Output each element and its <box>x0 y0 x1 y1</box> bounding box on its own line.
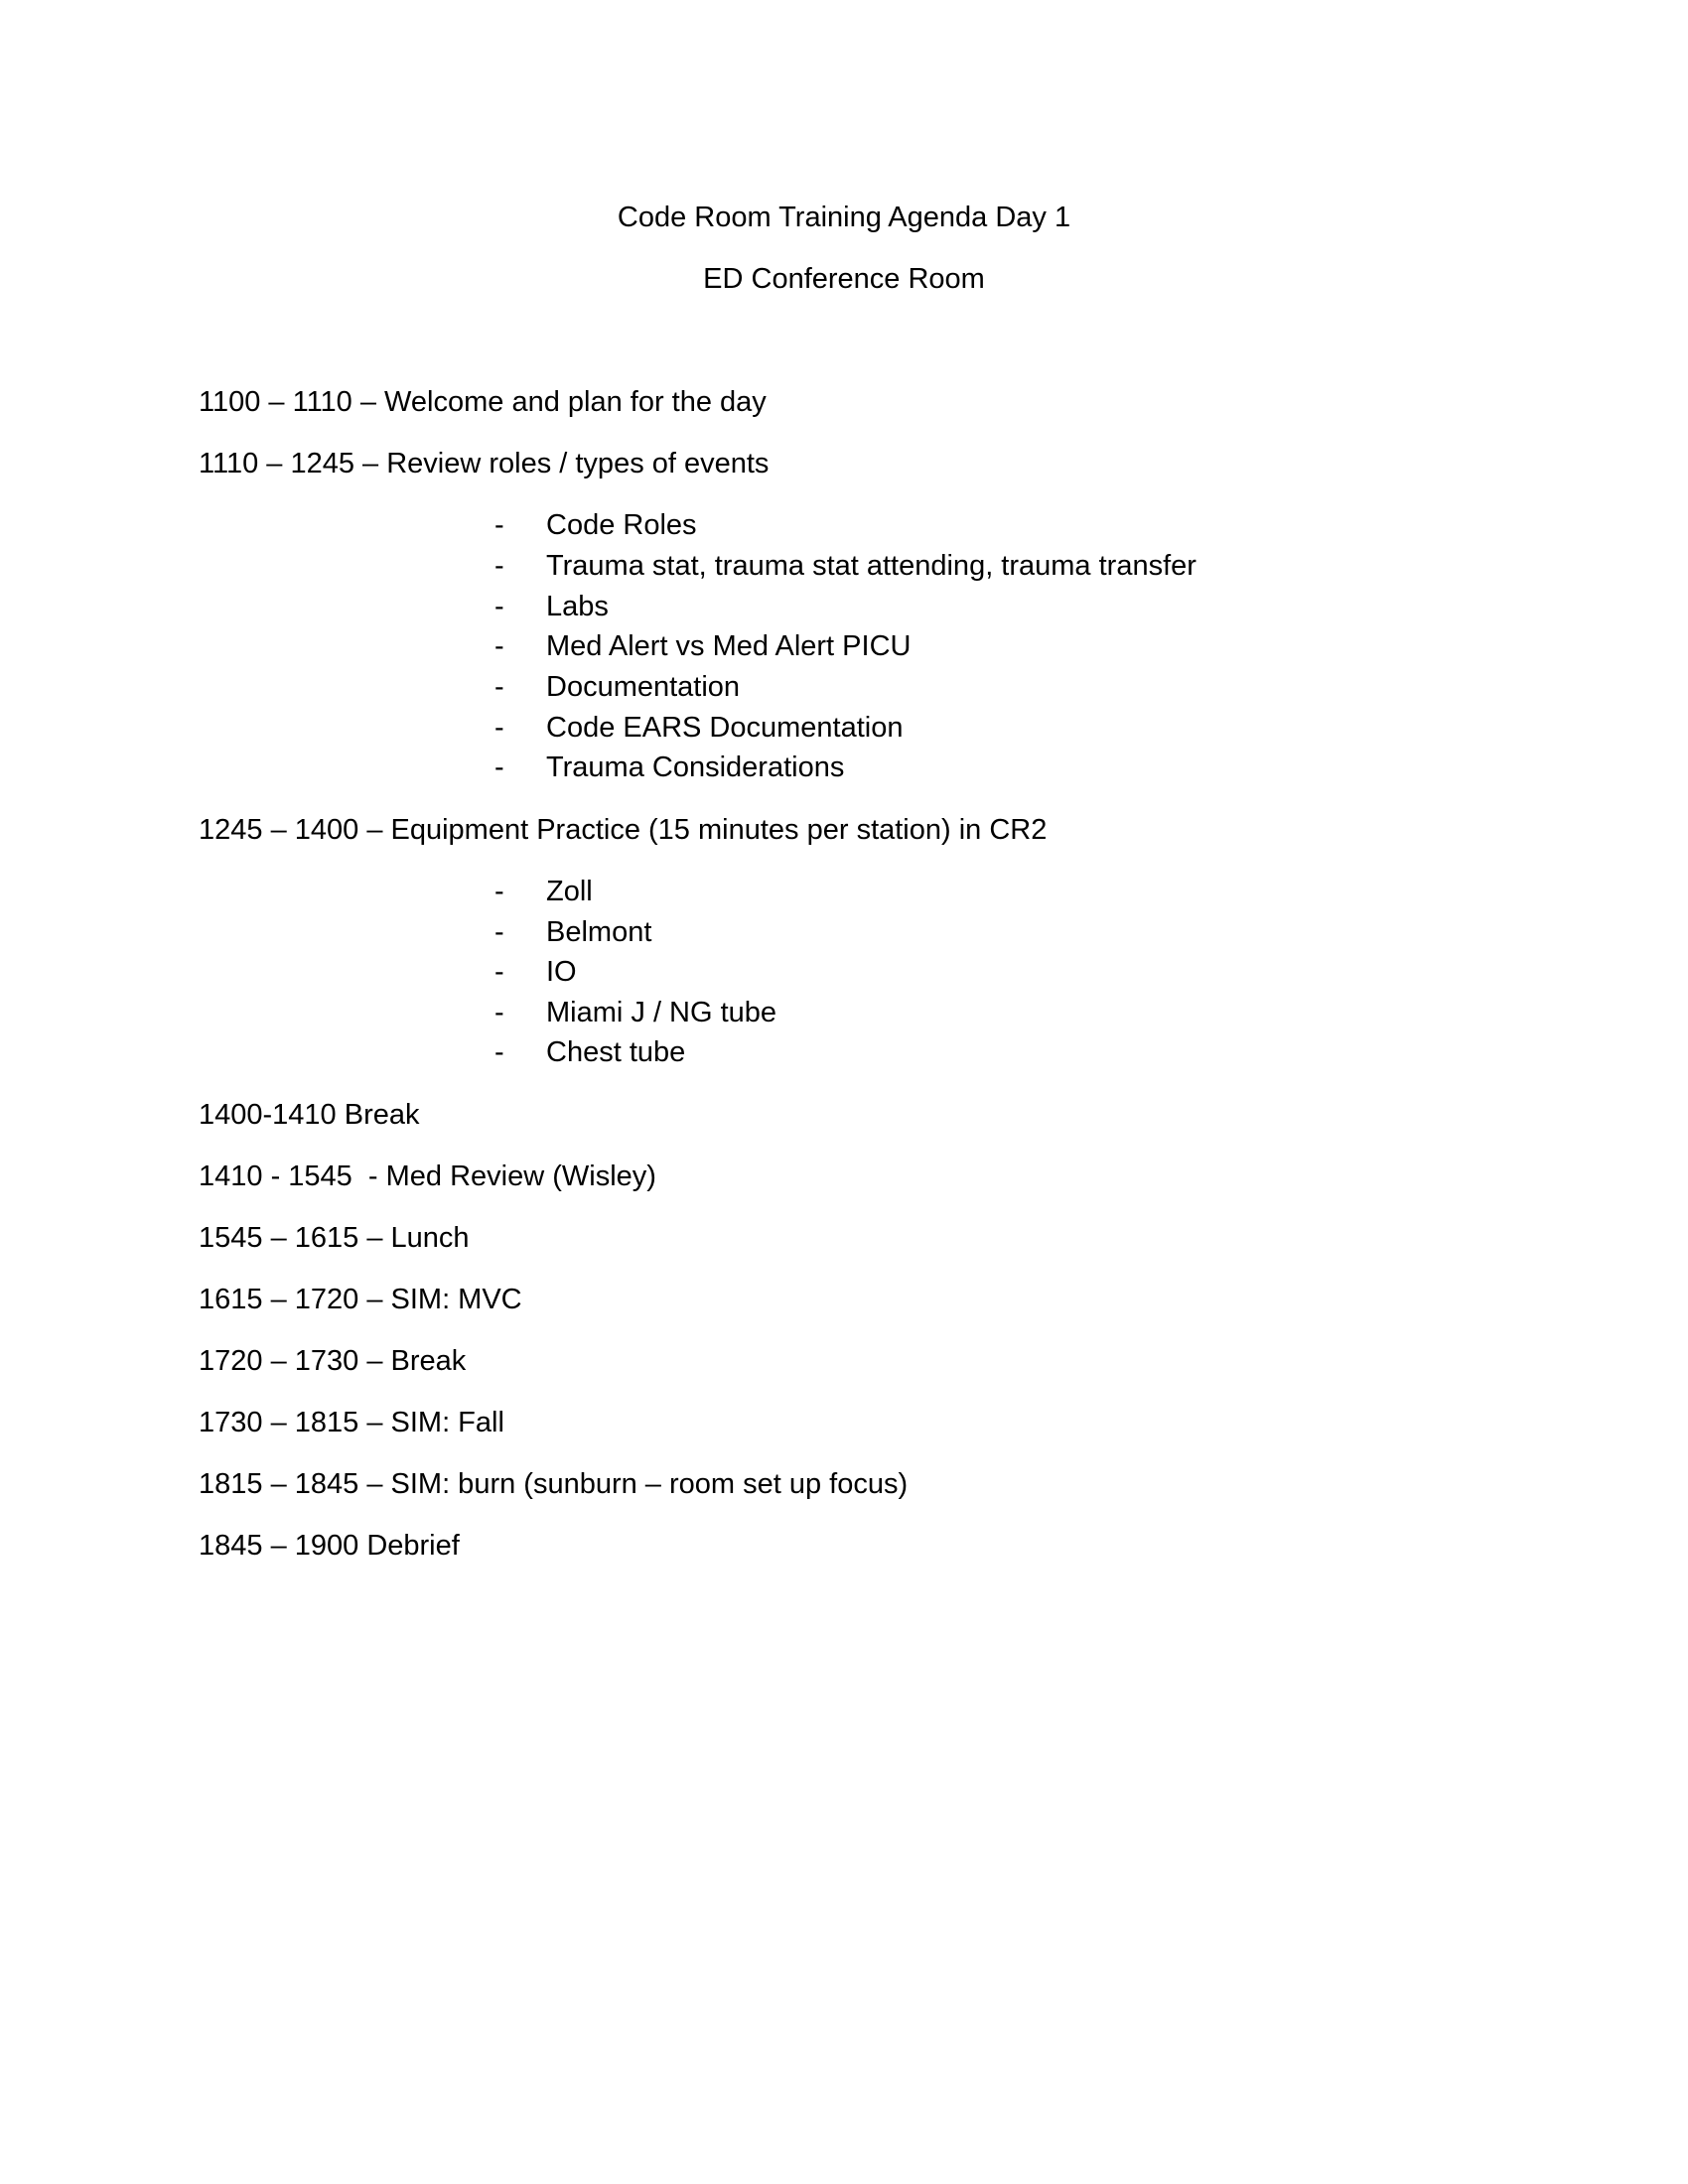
bullet-dash: - <box>494 591 504 622</box>
bullet-dash: - <box>494 956 504 988</box>
agenda-subitem: Miami J / NG tube <box>546 997 777 1028</box>
bullet-dash: - <box>494 1036 504 1068</box>
bullet-dash: - <box>494 712 504 744</box>
agenda-item: 1400-1410 Break <box>199 1099 420 1131</box>
document-title: Code Room Training Agenda Day 1 <box>617 202 1071 233</box>
bullet-dash: - <box>494 751 504 783</box>
agenda-subitem: Med Alert vs Med Alert PICU <box>546 630 912 662</box>
bullet-dash: - <box>494 550 504 582</box>
agenda-item: 1245 – 1400 – Equipment Practice (15 minutes per station) in CR2 <box>199 814 1048 846</box>
agenda-item: 1720 – 1730 – Break <box>199 1345 467 1377</box>
agenda-item: 1410 - 1545 - Med Review (Wisley) <box>199 1160 656 1192</box>
agenda-subitem: IO <box>546 956 577 988</box>
bullet-dash: - <box>494 509 504 541</box>
document-location: ED Conference Room <box>703 263 985 295</box>
agenda-subitem: Labs <box>546 591 609 622</box>
agenda-item: 1815 – 1845 – SIM: burn (sunburn – room set up focus) <box>199 1468 909 1500</box>
agenda-subitem: Code Roles <box>546 509 697 541</box>
agenda-subitem: Belmont <box>546 916 652 948</box>
agenda-subitem: Chest tube <box>546 1036 686 1068</box>
agenda-subitem: Trauma stat, trauma stat attending, trauma transfer <box>546 550 1196 582</box>
agenda-item: 1730 – 1815 – SIM: Fall <box>199 1407 504 1438</box>
agenda-item: 1845 – 1900 Debrief <box>199 1530 460 1562</box>
bullet-dash: - <box>494 671 504 703</box>
bullet-dash: - <box>494 916 504 948</box>
agenda-subitem: Code EARS Documentation <box>546 712 904 744</box>
agenda-item: 1100 – 1110 – Welcome and plan for the day <box>199 386 767 418</box>
bullet-dash: - <box>494 997 504 1028</box>
agenda-item: 1545 – 1615 – Lunch <box>199 1222 470 1254</box>
bullet-dash: - <box>494 630 504 662</box>
agenda-subitem: Trauma Considerations <box>546 751 845 783</box>
bullet-dash: - <box>494 876 504 907</box>
agenda-item: 1615 – 1720 – SIM: MVC <box>199 1284 522 1315</box>
agenda-item: 1110 – 1245 – Review roles / types of events <box>199 448 770 479</box>
agenda-subitem: Zoll <box>546 876 593 907</box>
agenda-subitem: Documentation <box>546 671 741 703</box>
